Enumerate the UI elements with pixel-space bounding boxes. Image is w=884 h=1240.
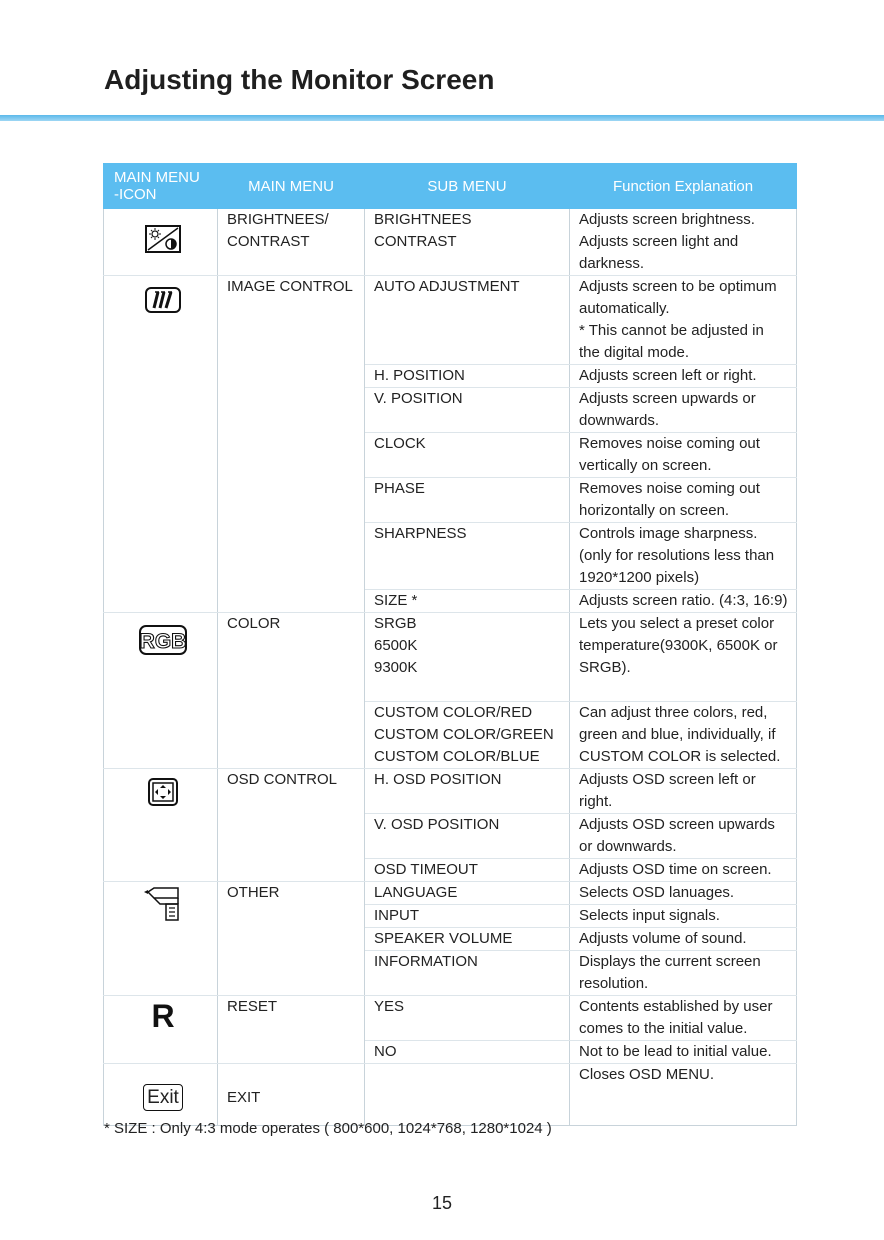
sub-menu-line: CLOCK [374,435,426,452]
function-line: (only for resolutions less than [579,547,775,564]
function-cell [570,814,797,859]
function-line: Selects OSD lanuages. [579,884,735,901]
function-line: darkness. [579,255,645,272]
sub-menu-cell [365,1064,570,1126]
sub-menu-cell [365,702,570,769]
main-menu-exit-cell [218,1064,365,1126]
function-line: 1920*1200 pixels) [579,569,700,586]
sub-menu-cell [365,523,570,590]
function-cell [570,996,797,1041]
function-line: SRGB). [579,659,631,676]
reset-icon: R [151,998,175,1034]
sub-menu-cell [365,814,570,859]
other-icon-cell [104,882,218,996]
main-menu-line: COLOR [227,615,281,632]
exit-icon [143,1084,183,1111]
sub-menu-cell [365,769,570,814]
sub-menu-cell [365,905,570,928]
sub-menu-line: V. OSD POSITION [374,816,500,833]
main-menu-image-control [218,276,365,613]
function-line: right. [579,793,613,810]
table-row [104,996,797,1041]
main-menu-color [218,613,365,769]
page-title: Adjusting the Monitor Screen [104,64,495,95]
sub-menu-cell [365,388,570,433]
table-header-row [104,164,797,209]
function-cell [570,928,797,951]
page-number: 15 [431,1193,453,1213]
sub-menu-line: CUSTOM COLOR/RED [374,704,533,721]
function-line: Adjusts screen left or right. [579,367,757,384]
sub-menu-line: INFORMATION [374,953,478,970]
function-line: horizontally on screen. [579,502,730,519]
function-line: Adjusts screen upwards or [579,390,756,407]
exit-icon-cell [104,1064,218,1126]
table-row [104,209,797,276]
osd-icon-cell [104,769,218,882]
spacer [374,679,565,701]
sub-menu-line: SPEAKER VOLUME [374,930,513,947]
main-menu-exit [227,1087,360,1109]
sub-menu-cell [365,365,570,388]
sub-menu-line: 6500K [374,637,418,654]
main-menu-line: CONTRAST [227,233,310,250]
function-line: CUSTOM COLOR is selected. [579,748,781,765]
header-sub-menu: SUB MENU [365,164,570,209]
sub-menu-cell [365,928,570,951]
function-line: Not to be lead to initial value. [579,1043,772,1060]
function-cell [570,882,797,905]
header-icon-col: MAIN MENU -ICON [104,164,218,209]
function-cell [570,388,797,433]
sub-menu-line: AUTO ADJUSTMENT [374,278,520,295]
brightness-contrast-icon [144,223,182,262]
sub-menu-cell [365,433,570,478]
function-line: vertically on screen. [579,457,712,474]
function-line: Adjusts screen ratio. (4:3, 16:9) [579,592,788,609]
function-line: Removes noise coming out [579,480,760,497]
function-cell [570,613,797,702]
function-cell [570,905,797,928]
sub-menu-line: YES [374,998,405,1015]
function-cell [570,478,797,523]
table-row [104,1064,797,1126]
function-line: Removes noise coming out [579,435,760,452]
main-menu-line: EXIT [227,1088,261,1106]
main-menu-other [218,882,365,996]
function-line: Contents established by user [579,998,773,1015]
sub-menu-line: SRGB [374,615,417,632]
function-line: Adjusts OSD time on screen. [579,861,772,878]
function-line: Adjusts screen to be optimum [579,278,777,295]
sub-menu-line: 9300K [374,659,418,676]
main-menu-line: OSD CONTROL [227,771,338,788]
sub-menu-line: H. POSITION [374,367,465,384]
table-row [104,882,797,905]
function-cell [570,523,797,590]
brightness-icon-cell [104,209,218,276]
function-line: Can adjust three colors, red, [579,704,768,721]
title-rule [0,115,884,121]
sub-menu-line: INPUT [374,907,419,924]
header-main-menu: MAIN MENU [218,164,365,209]
table-row [104,276,797,365]
function-line: temperature(9300K, 6500K or [579,637,778,654]
sub-menu-line: SIZE * [374,592,418,609]
header-function: Function Explanation [570,164,797,209]
sub-menu-cell [365,276,570,365]
function-cell [570,1041,797,1064]
sub-menu-line: LANGUAGE [374,884,458,901]
function-line: Adjusts volume of sound. [579,930,747,947]
sub-menu-line: PHASE [374,480,425,497]
function-line: the digital mode. [579,344,690,361]
sub-menu-cell [365,590,570,613]
size-footnote: * SIZE : Only 4:3 mode operates ( 800*600, 1024*768, 1280*1024 ) [104,1120,552,1137]
function-line: comes to the initial value. [579,1020,748,1037]
sub-menu-cell [365,996,570,1041]
main-menu-reset [218,996,365,1064]
sub-menu-cell [365,1041,570,1064]
function-line: * This cannot be adjusted in [579,322,764,339]
sub-menu-cell [365,859,570,882]
sub-menu-line: SHARPNESS [374,525,467,542]
function-line: Displays the current screen [579,953,761,970]
osd-menu-table [103,163,797,1126]
function-line: automatically. [579,300,670,317]
main-menu-line: BRIGHTNEES/ [227,211,329,228]
sub-menu-cell [365,951,570,996]
function-cell [570,209,797,276]
function-line: Adjusts screen brightness. [579,211,755,228]
function-cell [570,365,797,388]
function-cell [570,433,797,478]
main-menu-osd-control [218,769,365,882]
osd-position-icon [147,777,179,814]
main-menu-line: IMAGE CONTROL [227,278,353,295]
image-control-icon [144,286,182,321]
function-cell [570,951,797,996]
main-menu-brightness [218,209,365,276]
function-line: or downwards. [579,838,677,855]
function-line: Closes OSD MENU. [579,1066,715,1083]
function-line: Lets you select a preset color [579,615,775,632]
function-cell [570,1064,797,1126]
table-row [104,769,797,814]
sub-menu-cell [365,613,570,702]
function-line: Selects input signals. [579,907,720,924]
function-cell [570,276,797,365]
other-settings-icon [142,884,184,929]
function-cell [570,590,797,613]
exit-icon-text: Exit [147,1087,179,1108]
function-cell [570,702,797,769]
table-row [104,613,797,702]
sub-menu-line: BRIGHTNEES [374,211,472,228]
main-menu-line: RESET [227,998,278,1015]
sub-menu-line: CUSTOM COLOR/GREEN [374,726,554,743]
main-menu-line: OTHER [227,884,280,901]
function-cell [570,859,797,882]
sub-menu-line: CUSTOM COLOR/BLUE [374,748,540,765]
sub-menu-cell [365,882,570,905]
color-icon-cell [104,613,218,769]
function-line: resolution. [579,975,649,992]
function-cell [570,769,797,814]
function-line: green and blue, individually, if [579,726,776,743]
sub-menu-line: OSD TIMEOUT [374,861,478,878]
function-line: Adjusts OSD screen left or [579,771,756,788]
sub-menu-cell [365,209,570,276]
sub-menu-line: NO [374,1043,397,1060]
image-icon-cell [104,276,218,613]
function-line: Adjusts screen light and [579,233,739,250]
sub-menu-line: H. OSD POSITION [374,771,502,788]
sub-menu-line: V. POSITION [374,390,463,407]
function-line: Adjusts OSD screen upwards [579,816,775,833]
sub-menu-line: CONTRAST [374,233,457,250]
reset-icon-cell [104,996,218,1064]
sub-menu-cell [365,478,570,523]
function-line: Controls image sharpness. [579,525,758,542]
function-line: downwards. [579,412,660,429]
rgb-icon-text: RGB [139,630,187,653]
spacer [579,679,792,701]
rgb-icon [139,625,187,662]
